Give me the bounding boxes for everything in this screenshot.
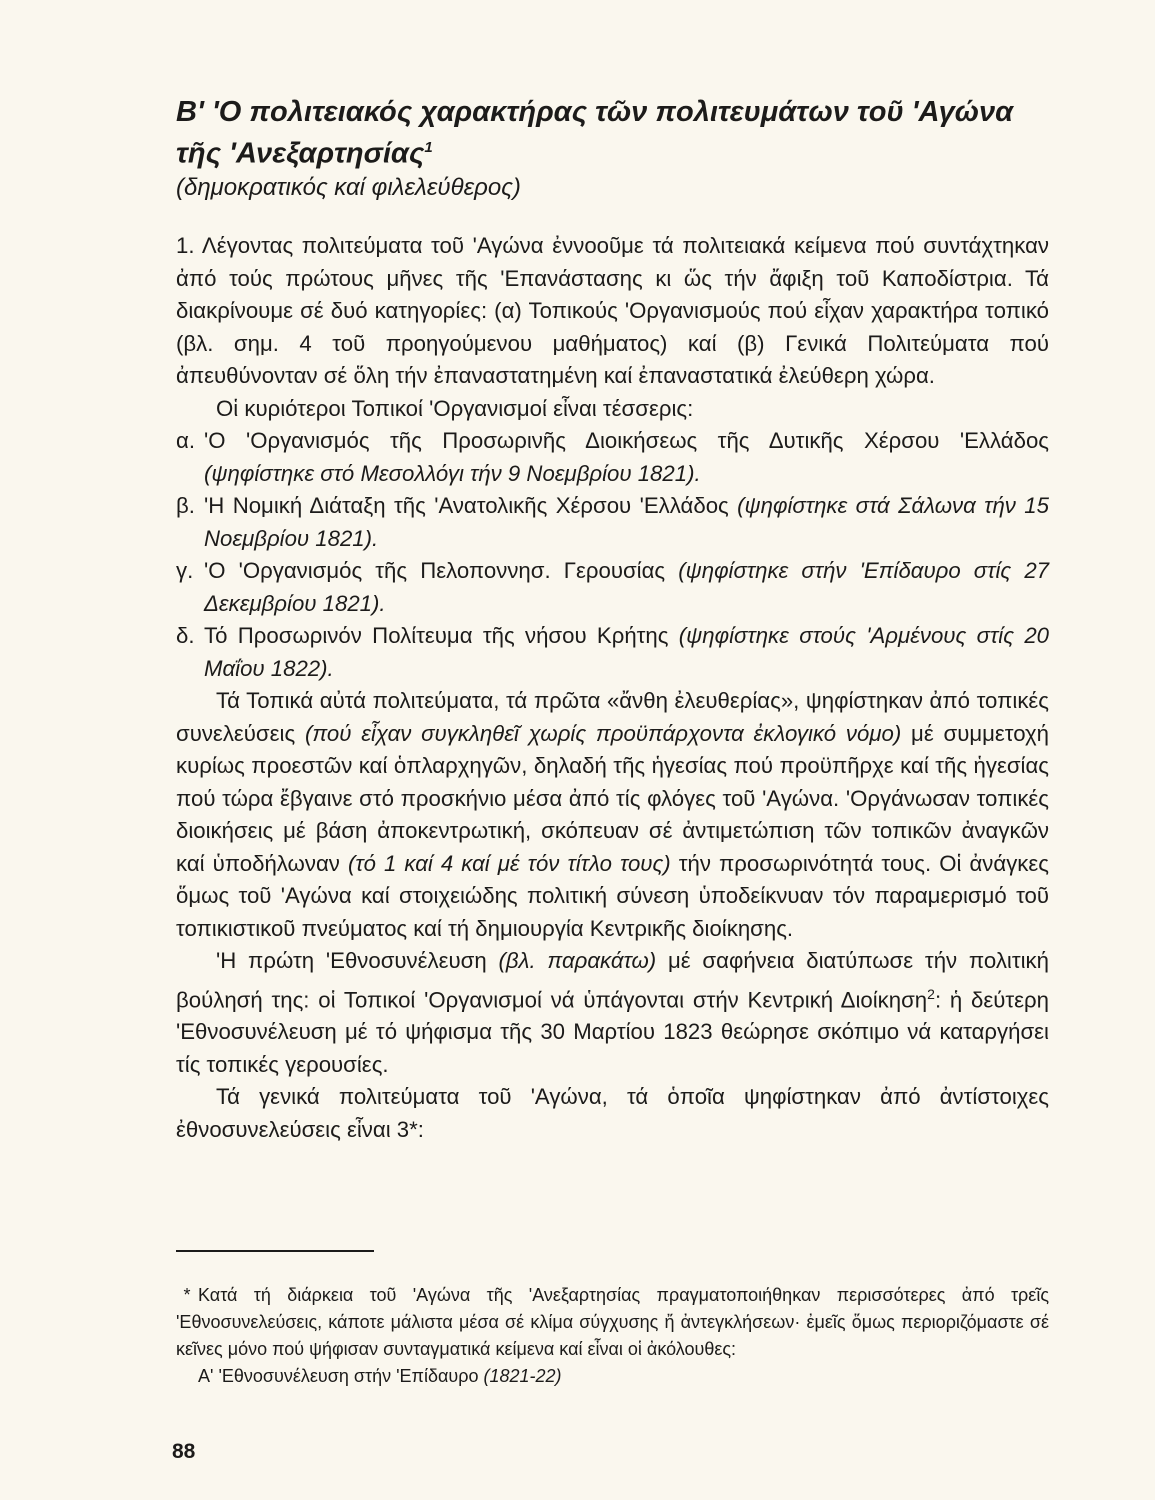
footnote-ref: 2 xyxy=(927,985,935,1002)
list-item-content xyxy=(204,555,1049,620)
list-item xyxy=(176,425,1049,490)
list-item-content xyxy=(204,620,1049,685)
italic-run: (βλ. παρακάτω) xyxy=(498,948,657,973)
footnote-star: * xyxy=(183,1285,191,1305)
text-run: μέ σαφήνεια διατύπωσε τήν πολιτική βούλησή της: οἱ Τοπικοί 'Οργανισμοί νά ὑπάγονται στήν Κεντρική Διοίκηση xyxy=(176,948,1049,1012)
list-marker: δ. xyxy=(176,623,195,648)
italic-run: (τό 1 καί 4 καί μέ τόν τίτλο τους) xyxy=(347,850,671,876)
heading-line-2-text: τῆς 'Ανεξαρτησίας xyxy=(176,137,425,170)
footnote xyxy=(176,1282,1049,1390)
list-item-text: 'Η Νομική Διάταξη τῆς 'Ανατολικῆς Χέρσου 'Ελλάδος xyxy=(204,493,738,518)
list-item-text: Τό Προσωρινόν Πολίτευμα τῆς νήσου Κρήτης xyxy=(204,623,679,648)
list-item xyxy=(176,555,1049,620)
heading-line-1: Β' 'Ο πολιτειακός χαρακτήρας τῶν πολιτευμάτων τοῦ 'Αγώνα xyxy=(176,96,1014,128)
main-text xyxy=(176,230,1049,1146)
list-marker: γ. xyxy=(176,558,194,583)
list-item-note: (ψηφίστηκε στούς 'Αρμένους στίς 20 Μαΐου 1822). xyxy=(204,623,1049,681)
list-item-note: (ψηφίστηκε στήν 'Επίδαυρο στίς 27 Δεκεμβρίου 1821). xyxy=(204,558,1049,616)
heading-subtitle: (δημοκρατικός καί φιλελεύθερος) xyxy=(176,173,521,201)
list-item-note: (ψηφίστηκε στά Σάλωνα τήν 15 Νοεμβρίου 1821). xyxy=(204,493,1049,551)
text-run: Α' 'Εθνοσυνέλευση στήν 'Επίδαυρο xyxy=(198,1366,484,1386)
list-item xyxy=(176,490,1049,555)
italic-run: (πού εἶχαν συγκληθεῖ χωρίς προϋπάρχοντα ἐκλογικό νόμο) xyxy=(304,720,902,746)
section-heading xyxy=(176,94,1056,204)
footnote-text: Κατά τή διάρκεια τοῦ 'Αγώνα τῆς 'Ανεξαρτησίας πραγματοποιήθηκαν περισσότερες ἀπό τρεῖς 'Εθνοσυνελεύσεις, κάποτε μάλιστα μέσα σέ κλίμα σύγχυσης ἤ ἀντεγκλήσεων· ἐμεῖς ὅμως περιοριζόμαστε σέ κεῖνες μόνο πού ψήφισαν συνταγματικά κείμενα καί εἶναι οἱ ἀκόλουθες: xyxy=(176,1285,1049,1359)
italic-run: (1821-22) xyxy=(483,1366,562,1386)
footnote-divider xyxy=(176,1250,374,1252)
page-number: 88 xyxy=(172,1440,196,1463)
list-item xyxy=(176,620,1049,685)
list-marker: α. xyxy=(176,428,195,453)
footnote-main xyxy=(176,1282,1049,1363)
list-item-content xyxy=(204,425,1049,490)
local-orgs-intro: Οἱ κυριότεροι Τοπικοί 'Οργανισμοί εἶναι τέσσερις: xyxy=(216,395,694,421)
text-run: : ἡ δεύτερη 'Εθνοσυνέλευση μέ τό ψήφισμα τῆς 30 Μαρτίου 1823 θεώρησε σκόπιμο νά καταργήσει τίς τοπικές γερουσίες. xyxy=(176,986,1049,1077)
intro-paragraph: 1. Λέγοντας πολιτεύματα τοῦ 'Αγώνα ἐννοοῦμε τά πολιτειακά κείμενα πού συντάχτηκαν ἀπό τούς πρώτους μῆνες τῆς 'Επανάστασης κι ὥς τήν ἄφιξη τοῦ Καποδίστρια. Τά διακρίνουμε σέ δυό κατηγορίες: (α) Τοπικούς 'Οργανισμούς πού εἶχαν χαρακτήρα τοπικό (βλ. σημ. 4 τοῦ προηγούμενου μαθήματος) καί (β) Γενικά Πολιτεύματα πού ἀπευθύνονταν σέ ὅλη τήν ἐπαναστατημένη καί ἐπαναστατικά ἐλεύθερη χώρα. xyxy=(176,233,1049,388)
first-assembly-paragraph xyxy=(176,945,1049,1081)
local-orgs-list xyxy=(176,425,1049,685)
list-marker: β. xyxy=(176,493,195,518)
list-item-note: (ψηφίστηκε στό Μεσολλόγι τήν 9 Νοεμβρίου 1821). xyxy=(204,460,701,486)
heading-footnote-mark: 1 xyxy=(424,139,433,156)
general-constitutions-paragraph: Τά γενικά πολιτεύματα τοῦ 'Αγώνα, τά ὁποῖα ψηφίστηκαν ἀπό ἀντίστοιχες ἐθνοσυνελεύσεις εἶναι 3*: xyxy=(176,1084,1049,1142)
footnote-assembly-a xyxy=(176,1363,1049,1390)
list-item-content xyxy=(204,490,1049,555)
heading-line-2 xyxy=(176,130,1056,172)
text-run: τήν προσωρινότητά τους. Οἱ ἀνάγκες ὅμως τοῦ 'Αγώνα καί στοιχειώδης πολιτική σύνεση ὑποδείκνυαν τόν παραμερισμό τοῦ τοπικιστικοῦ πνεύματος καί τή δημιουργία Κεντρικῆς διοίκησης. xyxy=(176,850,1049,941)
text-run: μέ συμμετοχή κυρίως προεστῶν καί ὁπλαρχηγῶν, δηλαδή τῆς ἡγεσίας πού προϋπῆρχε καί τῆς ἡγεσίας πού τώρα ἔβγαινε στό προσκήνιο μέσα ἀπό τίς φλόγες τοῦ 'Αγώνα. 'Οργάνωσαν τοπικές διοικήσεις μέ βάση ἀποκεντρωτική, σκόπευαν σέ ἀντιμετώπιση τῶν τοπικῶν ἀναγκῶν καί ὑποδήλωναν xyxy=(176,720,1049,876)
list-item-text: 'Ο 'Οργανισμός τῆς Πελοποννησ. Γερουσίας xyxy=(204,558,679,583)
text-run: 'Η πρώτη 'Εθνοσυνέλευση xyxy=(216,948,499,973)
local-constitutions-paragraph xyxy=(176,685,1049,945)
list-item-text: 'Ο 'Οργανισμός τῆς Προσωρινῆς Διοικήσεως τῆς Δυτικῆς Χέρσου 'Ελλάδος xyxy=(204,428,1049,453)
text-run: Τά Τοπικά αὐτά πολιτεύματα, τά πρῶτα «ἄνθη ἐλευθερίας», ψηφίστηκαν ἀπό τοπικές συνελεύσεις xyxy=(176,688,1049,746)
